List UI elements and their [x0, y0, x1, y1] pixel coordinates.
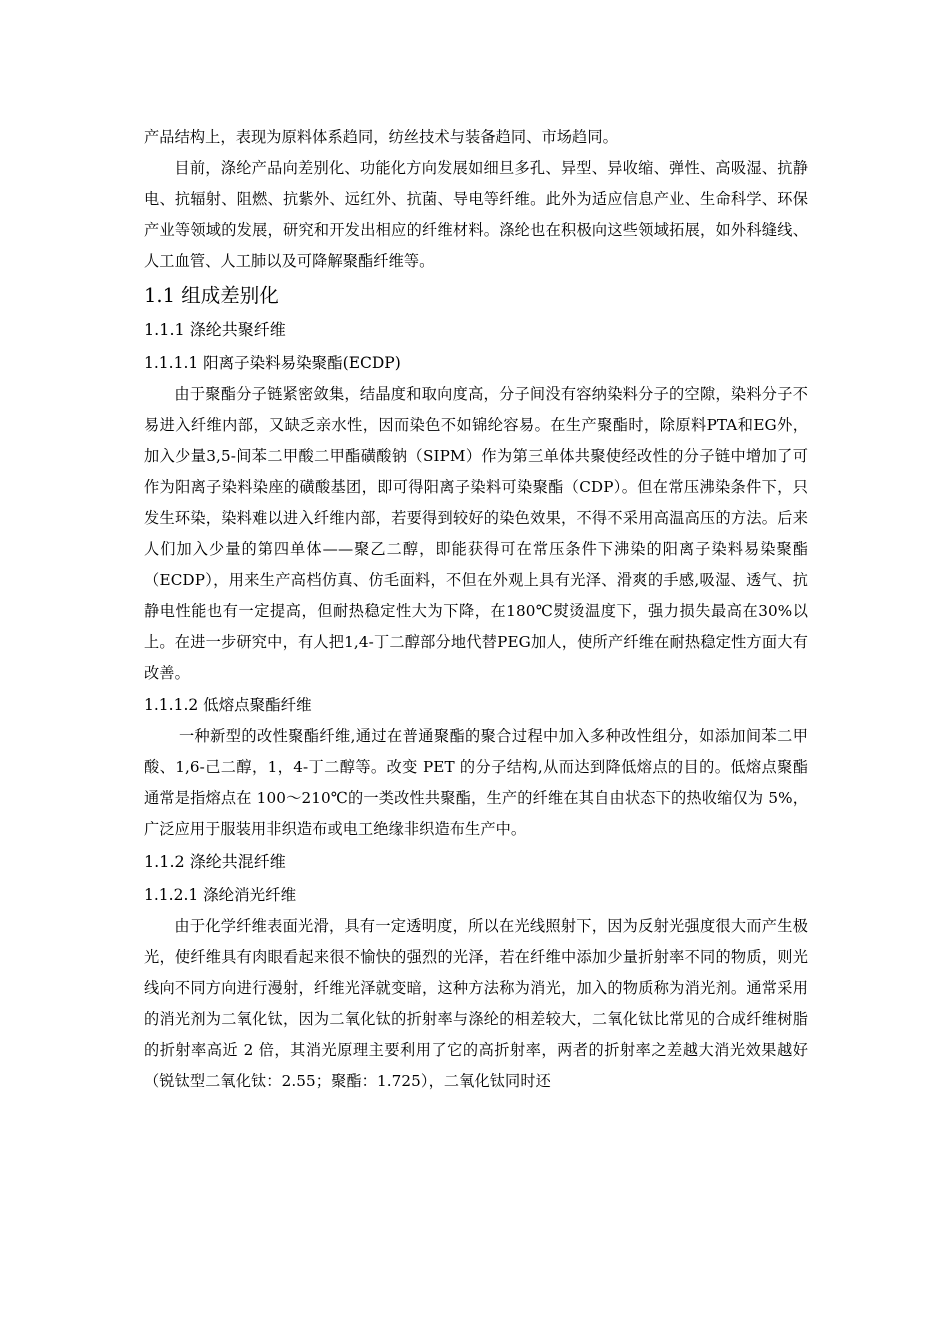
section-heading-1-1-1-1: 1.1.1.1 阳离子染料易染聚酯(ECDP)	[144, 354, 401, 372]
section-heading-1-1-1-2: 1.1.1.2 低熔点聚酯纤维	[144, 696, 312, 714]
paragraph-low-melting-polyester: 一种新型的改性聚酯纤维,通过在普通聚酯的聚合过程中加入多种改性组分，如添加间苯二甲酸、1,6-己二醇，1，4-丁二醇等。改变 PET 的分子结构,从而达到降低熔点的目的。低熔点聚酯通常是指熔点在 100～210℃的一类改性共聚酯，生产的纤维在其自由状态下的热收缩仅为 5%，广泛应用于服装用非织造布或电工绝缘非织造布生产中。	[144, 727, 808, 838]
section-heading-1-1-1: 1.1.1 涤纶共聚纤维	[144, 320, 286, 339]
section-heading-1-1-2-1: 1.1.2.1 涤纶消光纤维	[144, 886, 297, 904]
document-body	[144, 122, 808, 1097]
paragraph-intro-continuation: 产品结构上，表现为原料体系趋同，纺丝技术与装备趋同、市场趋同。	[144, 128, 618, 146]
paragraph-development-trend: 目前，涤纶产品向差别化、功能化方向发展如细旦多孔、异型、异收缩、弹性、高吸湿、抗静电、抗辐射、阻燃、抗紫外、远红外、抗菌、导电等纤维。此外为适应信息产业、生命科学、环保产业等领域的发展，研究和开发出相应的纤维材料。涤纶也在积极向这些领域拓展，如外科缝线、人工血管、人工肺以及可降解聚酯纤维等。	[144, 159, 808, 270]
paragraph-matting-fiber: 由于化学纤维表面光滑，具有一定透明度，所以在光线照射下，因为反射光强度很大而产生极光，使纤维具有肉眼看起来很不愉快的强烈的光泽，若在纤维中添加少量折射率不同的物质，则光线向不同方向进行漫射，纤维光泽就变暗，这种方法称为消光，加入的物质称为消光剂。通常采用的消光剂为二氧化钛，因为二氧化钛的折射率与涤纶的相差较大，二氧化钛比常见的合成纤维树脂的折射率高近 2 倍，其消光原理主要利用了它的高折射率，两者的折射率之差越大消光效果越好（锐钛型二氧化钛：2.55；聚酯：1.725），二氧化钛同时还	[144, 917, 808, 1090]
section-heading-1-1: 1.1 组成差别化	[144, 284, 279, 307]
section-heading-1-1-2: 1.1.2 涤纶共混纤维	[144, 852, 286, 871]
paragraph-ecdp: 由于聚酯分子链紧密敛集，结晶度和取向度高，分子间没有容纳染料分子的空隙，染料分子不易进入纤维内部，又缺乏亲水性，因而染色不如锦纶容易。在生产聚酯时，除原料PTA和EG外，加入少量3,5-间苯二甲酸二甲酯磺酸钠（SIPM）作为第三单体共聚使经改性的分子链中增加了可作为阳离子染料染座的磺酸基团，即可得阳离子染料可染聚酯（CDP）。但在常压沸染条件下，只发生环染，染料难以进入纤维内部，若要得到较好的染色效果，不得不采用高温高压的方法。后来人们加入少量的第四单体——聚乙二醇，即能获得可在常压条件下沸染的阳离子染料易染聚酯（ECDP），用来生产高档仿真、仿毛面料，不但在外观上具有光泽、滑爽的手感,吸湿、透气、抗静电性能也有一定提高，但耐热稳定性大为下降，在180℃熨烫温度下，强力损失最高在30%以上。在进一步研究中，有人把1,4-丁二醇部分地代替PEG加人，使所产纤维在耐热稳定性方面大有改善。	[144, 385, 808, 682]
